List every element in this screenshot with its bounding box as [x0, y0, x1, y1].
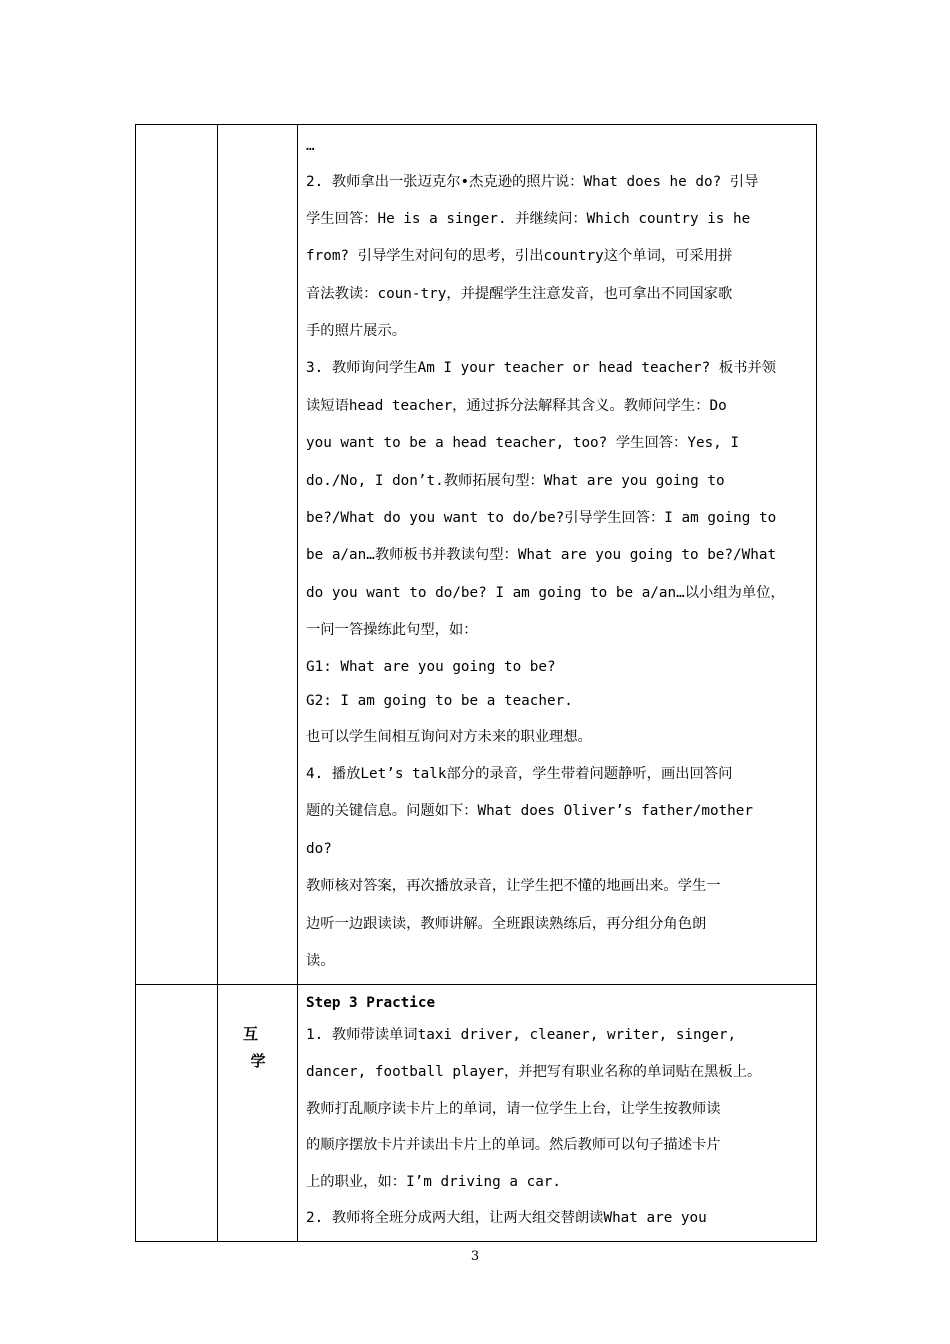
text-line: 3. 教师询问学生Am I your teacher or head teacher? 板书并领 [306, 360, 777, 377]
empty-cell [218, 125, 298, 985]
text-line: 教师打乱顺序读卡片上的单词，请一位学生上台，让学生按教师读 [306, 1100, 721, 1117]
stage-label-cell [218, 985, 298, 1242]
text-line: you want to be a head teacher, too? 学生回答：Yes, I [306, 435, 739, 452]
procedure-text [298, 125, 816, 984]
text-line: 4. 播放Let’s talk部分的录音，学生带着问题静听，画出回答问 [306, 765, 733, 782]
step-title: Step 3 Practice [306, 995, 436, 1012]
practice-text [298, 985, 816, 1241]
text-line: 上的职业，如：I’m driving a car. [306, 1173, 562, 1190]
lesson-plan-table [135, 124, 817, 1242]
table-row [136, 985, 817, 1242]
stage-label-char: 学 [250, 1052, 266, 1071]
text-line: 读。 [306, 952, 335, 969]
text-line: 边听一边跟读读，教师讲解。全班跟读熟练后，再分组分角色朗 [306, 915, 707, 932]
stage-label-char: 互 [242, 1025, 258, 1044]
text-line: 题的关键信息。问题如下：What does Oliver’s father/mother [306, 803, 753, 820]
text-line: 学生回答：He is a singer. 并继续问：Which country is he [306, 210, 751, 227]
text-line: G2: I am going to be a teacher. [306, 693, 573, 710]
text-line: 读短语head teacher，通过拆分法解释其含义。教师问学生：Do [306, 397, 727, 414]
text-line: do you want to do/be? I am going to be a/an…以小组为单位， [306, 584, 785, 601]
content-cell [298, 985, 817, 1242]
text-line: 一问一答操练此句型，如： [306, 622, 478, 639]
page-number: 3 [470, 1249, 480, 1264]
table-row [136, 125, 817, 985]
text-line: 也可以学生间相互询问对方未来的职业理想。 [306, 728, 592, 745]
text-line: 手的照片展示。 [306, 323, 407, 340]
text-line: 2. 教师拿出一张迈克尔•杰克逊的照片说：What does he do? 引导 [306, 173, 759, 190]
text-line: do? [306, 840, 332, 857]
text-line: 音法教读：coun-try，并提醒学生注意发音，也可拿出不同国家歌 [306, 285, 733, 302]
text-line: be a/an…教师板书并教读句型：What are you going to be?/What [306, 547, 777, 564]
text-line: 教师核对答案，再次播放录音，让学生把不懂的地画出来。学生一 [306, 878, 721, 895]
text-line: be?/What do you want to do/be?引导学生回答：I am going to [306, 510, 777, 527]
text-line: 的顺序摆放卡片并读出卡片上的单词。然后教师可以句子描述卡片 [306, 1137, 721, 1154]
text-line: do./No, I don’t.教师拓展句型：What are you going to [306, 472, 725, 489]
text-line: G1: What are you going to be? [306, 658, 556, 675]
text-line: from? 引导学生对问句的思考，引出country这个单词，可采用拼 [306, 248, 733, 265]
text-line: 1. 教师带读单词taxi driver, cleaner, writer, singer, [306, 1027, 737, 1044]
text-line: dancer, football player，并把写有职业名称的单词贴在黑板上。 [306, 1063, 762, 1080]
empty-cell [136, 125, 218, 985]
content-cell [298, 125, 817, 985]
text-line: 2. 教师将全班分成两大组，让两大组交替朗读What are you [306, 1210, 707, 1227]
text-line: … [306, 138, 315, 154]
